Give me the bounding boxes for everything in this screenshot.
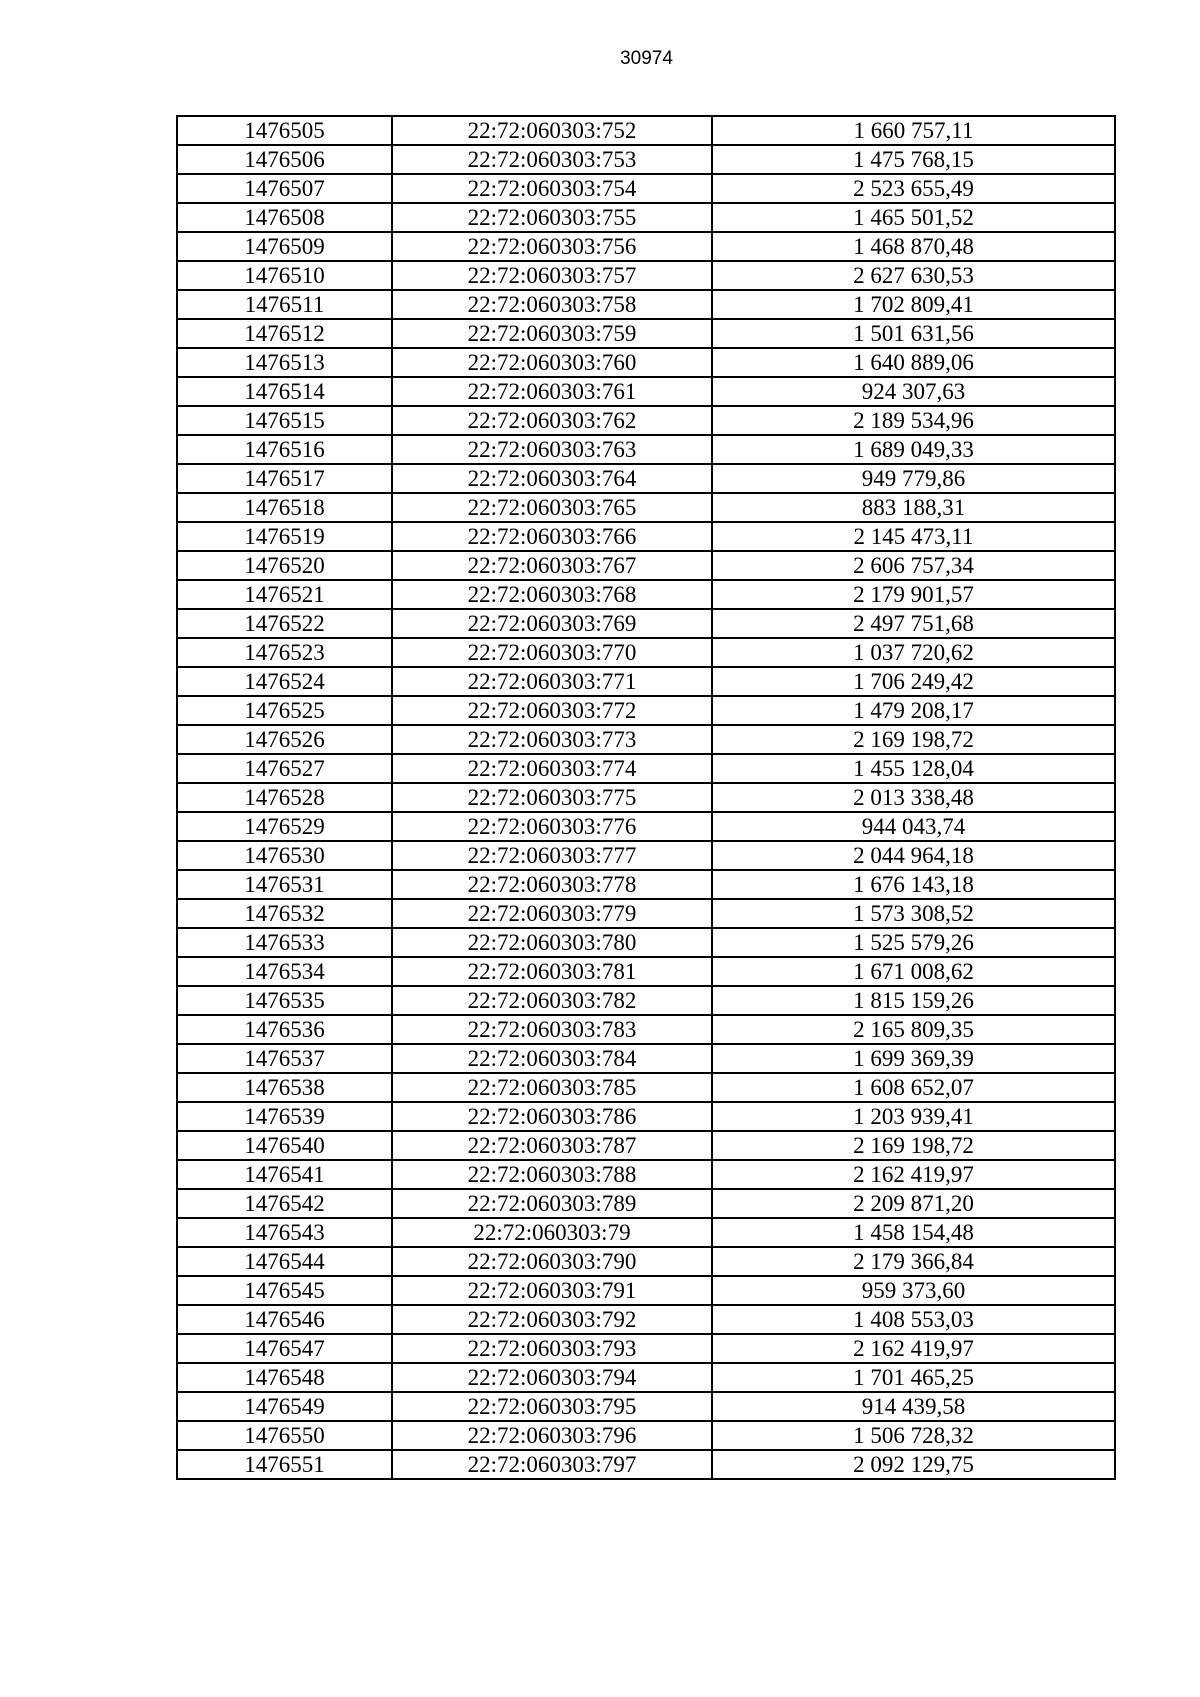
row-number-cell: 1476516: [177, 435, 392, 464]
row-number-cell: 1476520: [177, 551, 392, 580]
cadastral-value-cell: 1 699 369,39: [712, 1044, 1115, 1073]
cadastral-value-cell: 2 209 871,20: [712, 1189, 1115, 1218]
table-row: [177, 1189, 1115, 1218]
table-row: [177, 1073, 1115, 1102]
cadastral-value-cell: 1 501 631,56: [712, 319, 1115, 348]
cadastral-value-cell: 883 188,31: [712, 493, 1115, 522]
cadastral-value-cell: 1 702 809,41: [712, 290, 1115, 319]
row-number-cell: 1476507: [177, 174, 392, 203]
cadastral-number-cell: 22:72:060303:785: [392, 1073, 712, 1102]
cadastral-number-cell: 22:72:060303:775: [392, 783, 712, 812]
table-row: [177, 783, 1115, 812]
cadastral-number-cell: 22:72:060303:786: [392, 1102, 712, 1131]
row-number-cell: 1476535: [177, 986, 392, 1015]
row-number-cell: 1476517: [177, 464, 392, 493]
cadastral-number-cell: 22:72:060303:772: [392, 696, 712, 725]
cadastral-value-cell: 2 523 655,49: [712, 174, 1115, 203]
table-row: [177, 1044, 1115, 1073]
cadastral-number-cell: 22:72:060303:773: [392, 725, 712, 754]
table-row: [177, 1015, 1115, 1044]
cadastral-value-cell: 1 608 652,07: [712, 1073, 1115, 1102]
cadastral-value-cell: 2 044 964,18: [712, 841, 1115, 870]
table-row: [177, 870, 1115, 899]
row-number-cell: 1476548: [177, 1363, 392, 1392]
cadastral-value-cell: 1 815 159,26: [712, 986, 1115, 1015]
table-row: [177, 116, 1115, 145]
row-number-cell: 1476529: [177, 812, 392, 841]
table-row: [177, 1218, 1115, 1247]
cadastral-number-cell: 22:72:060303:79: [392, 1218, 712, 1247]
row-number-cell: 1476515: [177, 406, 392, 435]
cadastral-value-cell: 1 408 553,03: [712, 1305, 1115, 1334]
row-number-cell: 1476506: [177, 145, 392, 174]
cadastral-number-cell: 22:72:060303:789: [392, 1189, 712, 1218]
row-number-cell: 1476544: [177, 1247, 392, 1276]
cadastral-number-cell: 22:72:060303:763: [392, 435, 712, 464]
table-row: [177, 145, 1115, 174]
table-row: [177, 551, 1115, 580]
row-number-cell: 1476513: [177, 348, 392, 377]
table-row: [177, 261, 1115, 290]
cadastral-value-cell: 1 506 728,32: [712, 1421, 1115, 1450]
row-number-cell: 1476546: [177, 1305, 392, 1334]
row-number-cell: 1476522: [177, 609, 392, 638]
table-row: [177, 174, 1115, 203]
table-row: [177, 1450, 1115, 1479]
cadastral-number-cell: 22:72:060303:788: [392, 1160, 712, 1189]
row-number-cell: 1476518: [177, 493, 392, 522]
row-number-cell: 1476508: [177, 203, 392, 232]
row-number-cell: 1476540: [177, 1131, 392, 1160]
cadastral-number-cell: 22:72:060303:759: [392, 319, 712, 348]
cadastral-value-cell: 2 169 198,72: [712, 725, 1115, 754]
cadastral-number-cell: 22:72:060303:782: [392, 986, 712, 1015]
cadastral-number-cell: 22:72:060303:752: [392, 116, 712, 145]
table-row: [177, 435, 1115, 464]
table-row: [177, 1160, 1115, 1189]
row-number-cell: 1476521: [177, 580, 392, 609]
cadastral-value-cell: 914 439,58: [712, 1392, 1115, 1421]
row-number-cell: 1476532: [177, 899, 392, 928]
table-row: [177, 754, 1115, 783]
row-number-cell: 1476533: [177, 928, 392, 957]
cadastral-number-cell: 22:72:060303:792: [392, 1305, 712, 1334]
table-row: [177, 319, 1115, 348]
row-number-cell: 1476531: [177, 870, 392, 899]
row-number-cell: 1476527: [177, 754, 392, 783]
table-body: [177, 116, 1115, 1479]
table-row: [177, 1276, 1115, 1305]
table-row: [177, 1131, 1115, 1160]
cadastral-value-cell: 1 573 308,52: [712, 899, 1115, 928]
row-number-cell: 1476519: [177, 522, 392, 551]
cadastral-number-cell: 22:72:060303:767: [392, 551, 712, 580]
row-number-cell: 1476526: [177, 725, 392, 754]
cadastral-value-cell: 1 203 939,41: [712, 1102, 1115, 1131]
cadastral-value-cell: 1 706 249,42: [712, 667, 1115, 696]
cadastral-value-cell: 2 165 809,35: [712, 1015, 1115, 1044]
cadastral-number-cell: 22:72:060303:777: [392, 841, 712, 870]
cadastral-value-cell: 949 779,86: [712, 464, 1115, 493]
cadastral-number-cell: 22:72:060303:758: [392, 290, 712, 319]
cadastral-number-cell: 22:72:060303:765: [392, 493, 712, 522]
cadastral-value-cell: 1 701 465,25: [712, 1363, 1115, 1392]
cadastral-value-cell: 1 458 154,48: [712, 1218, 1115, 1247]
row-number-cell: 1476537: [177, 1044, 392, 1073]
cadastral-value-cell: 959 373,60: [712, 1276, 1115, 1305]
cadastral-value-cell: 2 013 338,48: [712, 783, 1115, 812]
table-row: [177, 1392, 1115, 1421]
cadastral-number-cell: 22:72:060303:797: [392, 1450, 712, 1479]
cadastral-value-cell: 944 043,74: [712, 812, 1115, 841]
table-row: [177, 986, 1115, 1015]
cadastral-value-cell: 2 162 419,97: [712, 1334, 1115, 1363]
cadastral-number-cell: 22:72:060303:790: [392, 1247, 712, 1276]
cadastral-number-cell: 22:72:060303:793: [392, 1334, 712, 1363]
table-row: [177, 1363, 1115, 1392]
cadastral-number-cell: 22:72:060303:770: [392, 638, 712, 667]
row-number-cell: 1476538: [177, 1073, 392, 1102]
cadastral-value-cell: 1 676 143,18: [712, 870, 1115, 899]
cadastral-number-cell: 22:72:060303:771: [392, 667, 712, 696]
cadastral-value-cell: 2 497 751,68: [712, 609, 1115, 638]
table-row: [177, 464, 1115, 493]
cadastral-value-cell: 2 627 630,53: [712, 261, 1115, 290]
cadastral-number-cell: 22:72:060303:783: [392, 1015, 712, 1044]
table-row: [177, 493, 1115, 522]
cadastral-number-cell: 22:72:060303:778: [392, 870, 712, 899]
table-row: [177, 580, 1115, 609]
cadastral-number-cell: 22:72:060303:756: [392, 232, 712, 261]
row-number-cell: 1476547: [177, 1334, 392, 1363]
table-row: [177, 1247, 1115, 1276]
cadastral-number-cell: 22:72:060303:791: [392, 1276, 712, 1305]
table-row: [177, 203, 1115, 232]
row-number-cell: 1476536: [177, 1015, 392, 1044]
cadastral-value-cell: 924 307,63: [712, 377, 1115, 406]
table-row: [177, 609, 1115, 638]
table-row: [177, 348, 1115, 377]
table-row: [177, 638, 1115, 667]
page-number: 30974: [620, 48, 673, 69]
table-row: [177, 290, 1115, 319]
cadastral-value-cell: 1 640 889,06: [712, 348, 1115, 377]
table-row: [177, 841, 1115, 870]
table-row: [177, 1305, 1115, 1334]
cadastral-value-cell: 1 465 501,52: [712, 203, 1115, 232]
table-row: [177, 928, 1115, 957]
cadastral-number-cell: 22:72:060303:755: [392, 203, 712, 232]
cadastral-value-cell: 1 468 870,48: [712, 232, 1115, 261]
cadastral-value-cell: 1 689 049,33: [712, 435, 1115, 464]
row-number-cell: 1476545: [177, 1276, 392, 1305]
table-row: [177, 725, 1115, 754]
cadastral-number-cell: 22:72:060303:795: [392, 1392, 712, 1421]
cadastral-value-table: [176, 115, 1116, 1480]
table-row: [177, 667, 1115, 696]
cadastral-value-cell: 2 179 366,84: [712, 1247, 1115, 1276]
row-number-cell: 1476525: [177, 696, 392, 725]
cadastral-number-cell: 22:72:060303:768: [392, 580, 712, 609]
row-number-cell: 1476551: [177, 1450, 392, 1479]
table-row: [177, 1102, 1115, 1131]
cadastral-number-cell: 22:72:060303:794: [392, 1363, 712, 1392]
cadastral-value-cell: 2 179 901,57: [712, 580, 1115, 609]
cadastral-number-cell: 22:72:060303:760: [392, 348, 712, 377]
table-row: [177, 1421, 1115, 1450]
row-number-cell: 1476528: [177, 783, 392, 812]
row-number-cell: 1476509: [177, 232, 392, 261]
cadastral-value-cell: 1 660 757,11: [712, 116, 1115, 145]
cadastral-value-cell: 1 475 768,15: [712, 145, 1115, 174]
cadastral-value-cell: 1 455 128,04: [712, 754, 1115, 783]
row-number-cell: 1476534: [177, 957, 392, 986]
row-number-cell: 1476524: [177, 667, 392, 696]
cadastral-value-cell: 2 606 757,34: [712, 551, 1115, 580]
cadastral-number-cell: 22:72:060303:764: [392, 464, 712, 493]
cadastral-number-cell: 22:72:060303:769: [392, 609, 712, 638]
table-row: [177, 406, 1115, 435]
row-number-cell: 1476543: [177, 1218, 392, 1247]
table-row: [177, 696, 1115, 725]
row-number-cell: 1476505: [177, 116, 392, 145]
row-number-cell: 1476539: [177, 1102, 392, 1131]
cadastral-number-cell: 22:72:060303:757: [392, 261, 712, 290]
row-number-cell: 1476510: [177, 261, 392, 290]
table-row: [177, 522, 1115, 551]
cadastral-number-cell: 22:72:060303:761: [392, 377, 712, 406]
cadastral-number-cell: 22:72:060303:796: [392, 1421, 712, 1450]
cadastral-number-cell: 22:72:060303:762: [392, 406, 712, 435]
cadastral-number-cell: 22:72:060303:787: [392, 1131, 712, 1160]
cadastral-value-cell: 1 671 008,62: [712, 957, 1115, 986]
cadastral-value-cell: 2 092 129,75: [712, 1450, 1115, 1479]
row-number-cell: 1476541: [177, 1160, 392, 1189]
row-number-cell: 1476514: [177, 377, 392, 406]
cadastral-number-cell: 22:72:060303:776: [392, 812, 712, 841]
row-number-cell: 1476542: [177, 1189, 392, 1218]
row-number-cell: 1476530: [177, 841, 392, 870]
table-row: [177, 377, 1115, 406]
cadastral-number-cell: 22:72:060303:781: [392, 957, 712, 986]
cadastral-value-cell: 2 145 473,11: [712, 522, 1115, 551]
table-row: [177, 957, 1115, 986]
cadastral-value-cell: 2 162 419,97: [712, 1160, 1115, 1189]
row-number-cell: 1476511: [177, 290, 392, 319]
cadastral-number-cell: 22:72:060303:766: [392, 522, 712, 551]
cadastral-value-cell: 1 479 208,17: [712, 696, 1115, 725]
cadastral-value-cell: 2 189 534,96: [712, 406, 1115, 435]
cadastral-number-cell: 22:72:060303:754: [392, 174, 712, 203]
cadastral-number-cell: 22:72:060303:784: [392, 1044, 712, 1073]
cadastral-value-cell: 1 037 720,62: [712, 638, 1115, 667]
row-number-cell: 1476549: [177, 1392, 392, 1421]
cadastral-number-cell: 22:72:060303:774: [392, 754, 712, 783]
table-row: [177, 899, 1115, 928]
cadastral-number-cell: 22:72:060303:753: [392, 145, 712, 174]
table-row: [177, 812, 1115, 841]
row-number-cell: 1476550: [177, 1421, 392, 1450]
cadastral-value-cell: 1 525 579,26: [712, 928, 1115, 957]
table-row: [177, 232, 1115, 261]
cadastral-number-cell: 22:72:060303:779: [392, 899, 712, 928]
row-number-cell: 1476512: [177, 319, 392, 348]
table-row: [177, 1334, 1115, 1363]
cadastral-value-cell: 2 169 198,72: [712, 1131, 1115, 1160]
row-number-cell: 1476523: [177, 638, 392, 667]
cadastral-number-cell: 22:72:060303:780: [392, 928, 712, 957]
